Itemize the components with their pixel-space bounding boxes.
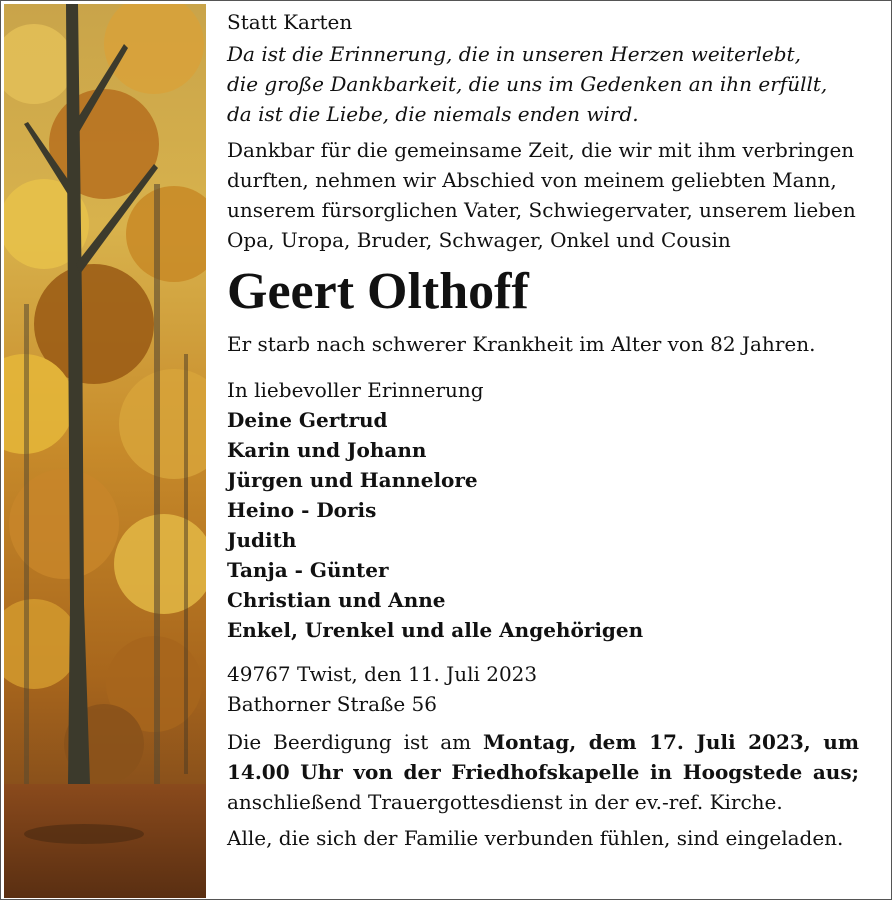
intro-line: durften, nehmen wir Abschied von meinem geliebten Mann, — [227, 168, 837, 192]
notice-text — [227, 7, 859, 853]
age-note: Er starb nach schwerer Krankheit im Alter von 82 Jahren. — [227, 332, 816, 356]
statt-karten-label: Statt Karten — [227, 10, 353, 34]
mourner-name: Christian und Anne — [227, 588, 446, 612]
invitation: Alle, die sich der Familie verbunden fühlen, sind eingeladen. — [227, 826, 844, 850]
funeral-suffix: anschließend Trauergottesdienst in der ev.-ref. Kirche. — [227, 790, 783, 814]
poem — [227, 39, 859, 129]
mourner-name: Enkel, Urenkel und alle Angehörigen — [227, 618, 644, 642]
intro-line: unserem fürsorglichen Vater, Schwiegervater, unserem lieben — [227, 198, 856, 222]
address — [227, 659, 859, 719]
street: Bathorner Straße 56 — [227, 692, 437, 716]
funeral-prefix: Die Beerdigung ist am — [227, 730, 484, 754]
funeral-info — [227, 727, 859, 817]
poem-line: Da ist die Erinnerung, die in unseren Herzen weiterlebt, — [227, 42, 801, 66]
autumn-forest-image — [4, 4, 206, 898]
intro-line: Dankbar für die gemeinsame Zeit, die wir mit ihm verbringen — [227, 138, 855, 162]
mourner-name: Jürgen und Hannelore — [227, 468, 478, 492]
mourners — [227, 375, 859, 645]
poem-line: da ist die Liebe, die niemals enden wird. — [227, 102, 639, 126]
mourner-name: Judith — [227, 528, 297, 552]
intro-line: Opa, Uropa, Bruder, Schwager, Onkel und Cousin — [227, 228, 731, 252]
funeral-date-place: Montag, dem 17. Juli 2023, um 14.00 Uhr von der Friedhofskapelle in Hoogstede aus; — [227, 730, 859, 784]
poem-line: die große Dankbarkeit, die uns im Gedenken an ihn erfüllt, — [227, 72, 828, 96]
mourner-name: Karin und Johann — [227, 438, 427, 462]
place-date: 49767 Twist, den 11. Juli 2023 — [227, 662, 538, 686]
mourner-name: Heino - Doris — [227, 498, 377, 522]
mourner-name: Deine Gertrud — [227, 408, 388, 432]
deceased-name: Geert Olthoff — [227, 263, 529, 320]
intro-paragraph — [227, 135, 859, 255]
mourners-intro: In liebevoller Erinnerung — [227, 378, 484, 402]
mourner-name: Tanja - Günter — [227, 558, 389, 582]
